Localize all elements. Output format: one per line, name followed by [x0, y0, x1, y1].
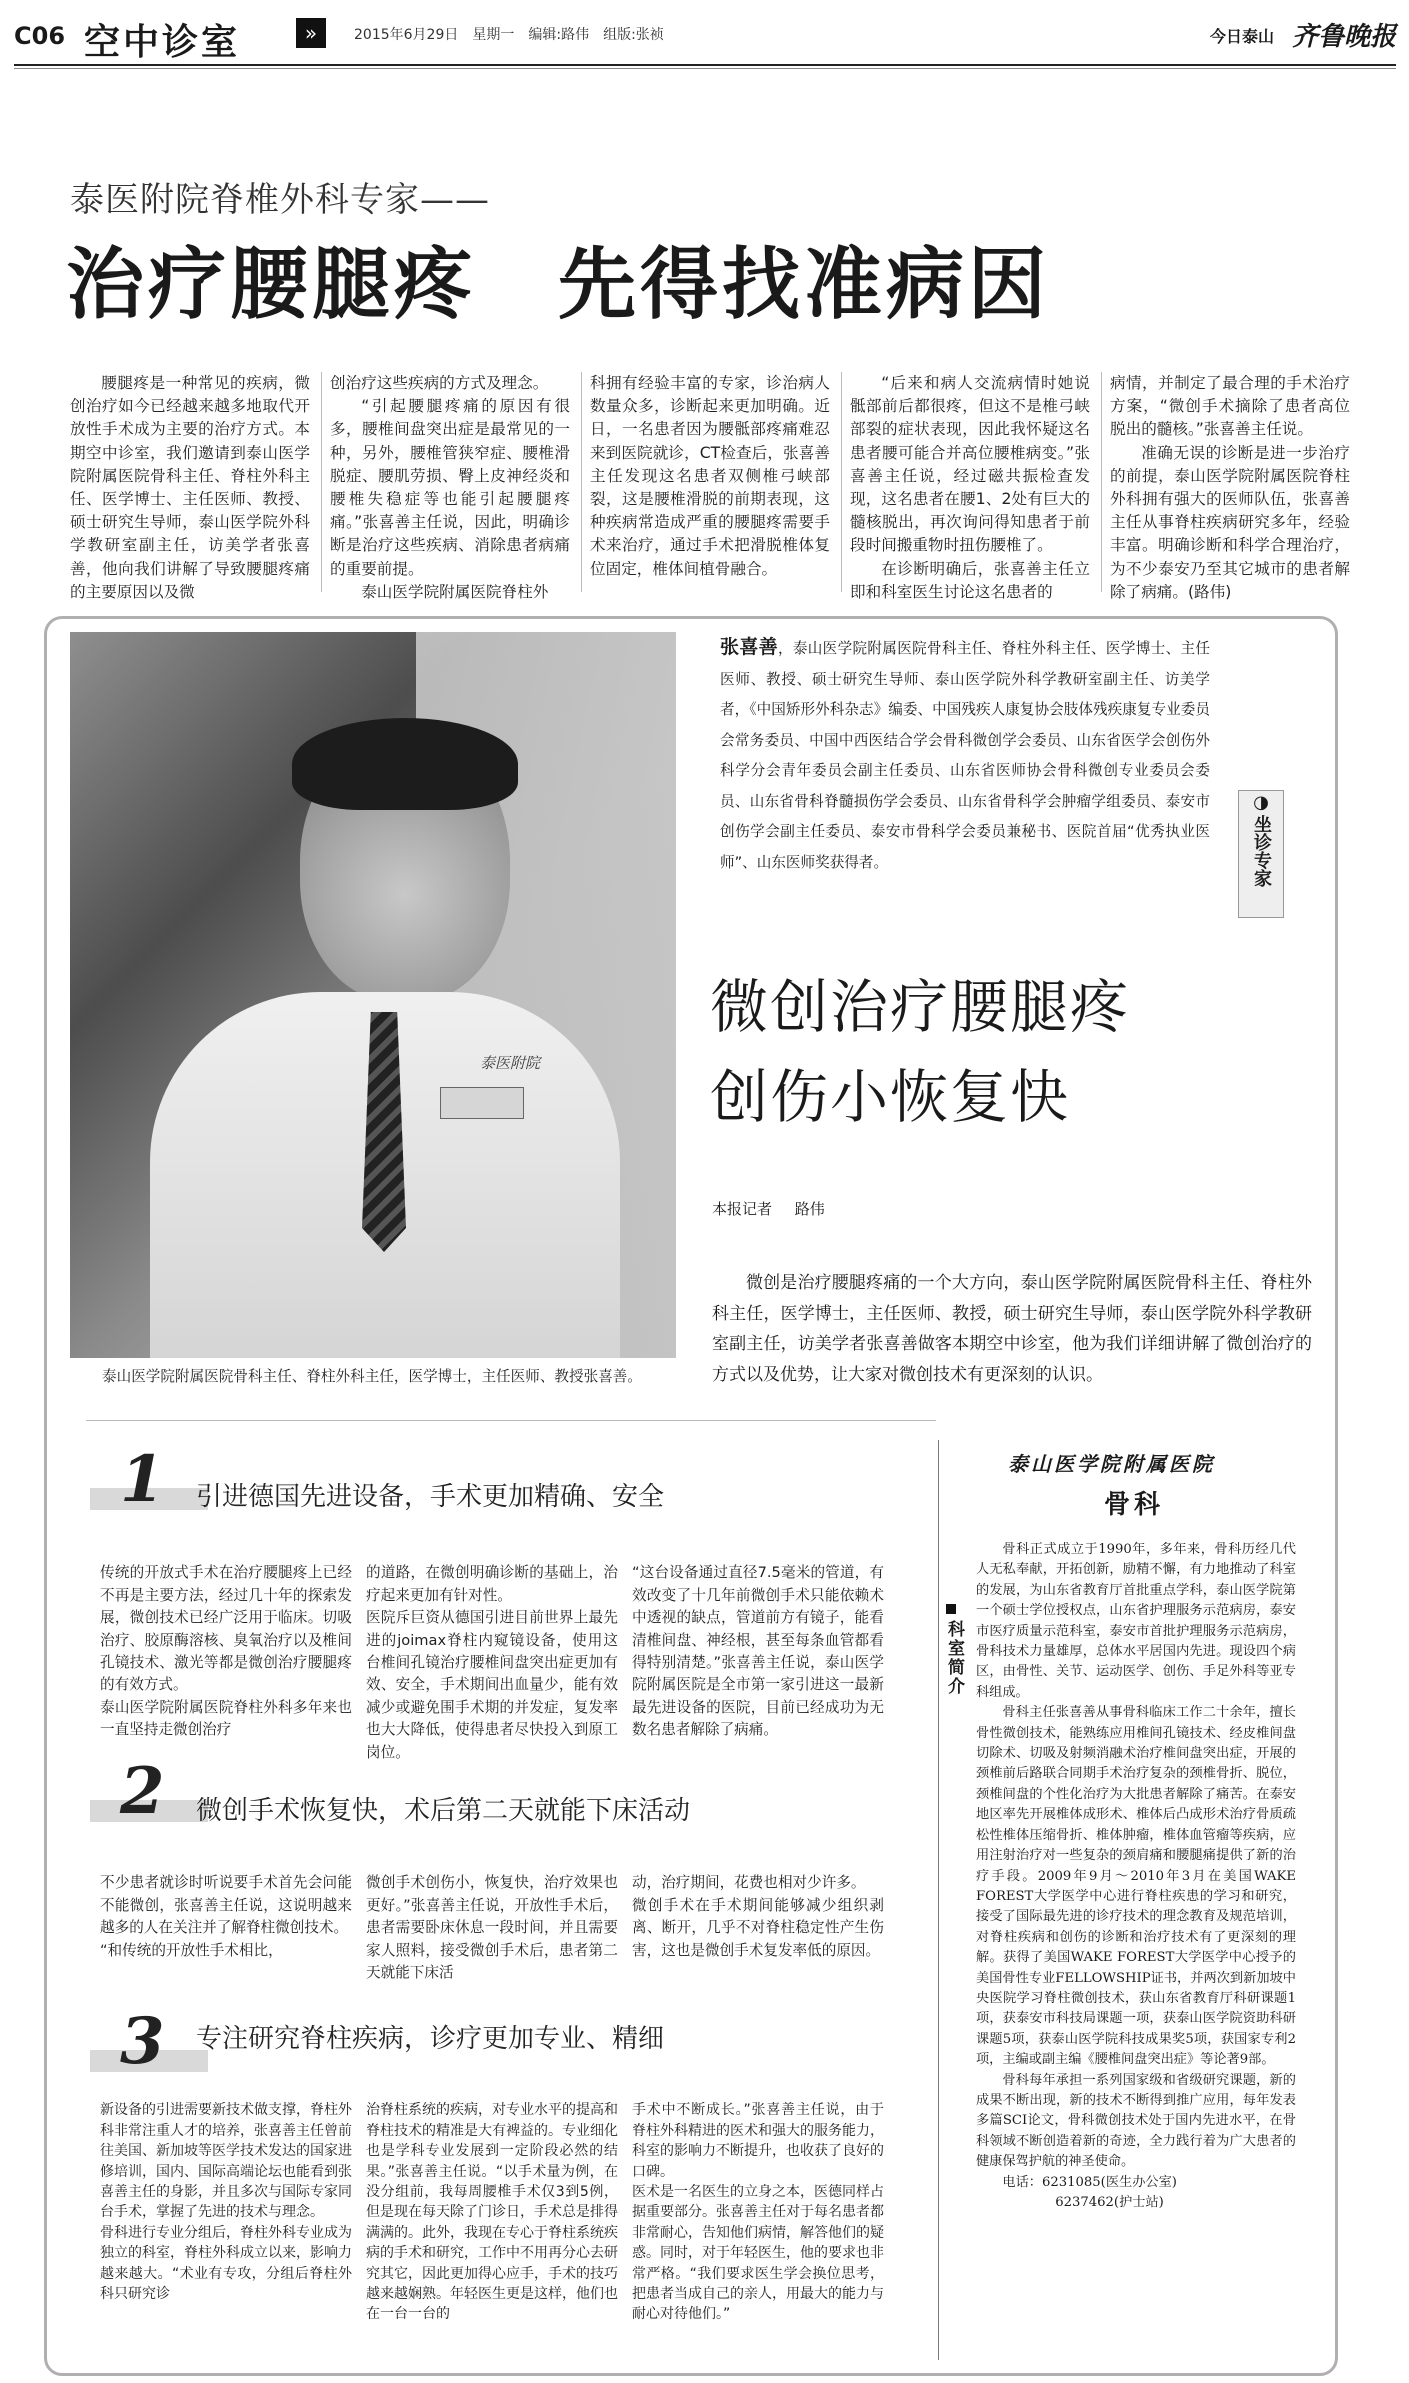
byline-label: 本报记者	[712, 1200, 773, 1218]
profile-name: 张喜善	[720, 636, 778, 658]
column-divider	[1101, 372, 1102, 592]
headline-kicker: 泰医附院脊椎外科专家——	[70, 180, 490, 220]
date-line: 2015年6月29日 星期一 编辑:路伟 组版:张祯	[354, 27, 664, 43]
section-number: 2	[120, 1754, 165, 1829]
section-divider	[86, 1420, 936, 1421]
section-text: 新设备的引进需要新技术做支撑，脊柱外科非常注重人才的培养，张喜善主任曾前往美国、新加坡等医学技术发达的国家进修培训，国内、国际高端论坛也能看到张喜善主任的身影，并且多次与国际专家同台手术，掌握了先进的技术与理念。 骨科进行专业分组后，脊柱外科专业成为独立的科室，脊柱外科成立以来，影响力越来越大。“术业有专攻，分组后脊柱外科只研究诊	[100, 2102, 352, 2303]
local-edition: 今日泰山	[1210, 27, 1275, 46]
square-bullet-icon	[946, 1604, 956, 1614]
section-1-col-1	[100, 1540, 352, 1742]
section-text: 微创手术创伤小，恢复快，治疗效果也更好。”张喜善主任说，开放性手术后，患者需要卧床休息一段时间，并且需要家人照料，接受微创手术后，患者第二天就能下床活	[366, 1874, 618, 1982]
section-number: 1	[120, 1442, 165, 1517]
section-2-col-2	[366, 1850, 618, 1984]
intro-col-1	[70, 372, 310, 604]
photo-caption: 泰山医学院附属医院骨科主任、脊柱外科主任，医学博士，主任医师、教授张喜善。	[102, 1368, 642, 1385]
sidebar-label	[942, 1604, 962, 1696]
intro-col-2	[330, 372, 570, 604]
sidebar-paragraph: 骨科每年承担一系列国家级和省级研究课题，新的成果不断出现，新的技术不断得到推广应用，每年发表多篇SCI论文，骨科微创技术处于国内先进水平，在骨科领域不断创造着新的奇迹，全力践行着为广大患者的健康保驾护航的神圣使命。	[976, 2072, 1296, 2170]
section-1-col-2	[366, 1540, 618, 1764]
intro-paragraph: 科拥有经验丰富的专家，诊治病人数量众多，诊断起来更加明确。近日，一名患者因为腰骶部疼痛难忍来到医院就诊，CT检查后，张喜善主任发现这名患者双侧椎弓峡部裂，这是腰椎滑脱的前期表现，这种疾病常造成严重的腰腿疼需要手术来治疗，通过手术把滑脱椎体复位固定，椎体间植骨融合。	[590, 374, 830, 578]
section-3-col-3	[632, 2080, 884, 2325]
feature-title-line1: 微创治疗腰腿疼	[710, 973, 1131, 1041]
column-divider	[581, 372, 582, 592]
lead-text: 微创是治疗腰腿疼痛的一个大方向，泰山医学院附属医院骨科主任、脊柱外科主任，医学博士，主任医师、教授，硕士研究生导师，泰山医学院外科学教研室副主任，访美学者张喜善做客本期空中诊室，他为我们详细讲解了微创治疗的方式以及优势，让大家对微创技术有更深刻的认识。	[712, 1273, 1312, 1385]
feature-title-line2: 创伤小恢复快	[710, 1063, 1071, 1131]
profile-bio: ，泰山医学院附属医院骨科主任、脊柱外科主任、医学博士、主任医师、教授、硕士研究生导师、泰山医学院外科学教研室副主任、访美学者，《中国矫形外科杂志》编委、中国残疾人康复协会肢体残疾康复专业委员会常务委员、中国中西医结合学会骨科微创学会委员、山东省医学会创伤外科学分会青年委员会副主任委员、山东省医师协会骨科微创专业委员会委员、山东省骨科脊髓损伤学会委员、山东省骨科学会肿瘤学组委员、泰安市创伤学会副主任委员、泰安市骨科学会委员兼秘书、医院首届“优秀执业医师”、山东医师奖获得者。	[720, 640, 1210, 871]
header-rule	[14, 64, 1396, 66]
half-circle-icon: ◑	[1253, 792, 1269, 813]
intro-col-3	[590, 372, 830, 581]
section-text: 的道路，在微创明确诊断的基础上，治疗起来更加有针对性。 医院斥巨资从德国引进目前世界上最先进的joimax脊柱内窥镜设备，使用这台椎间孔镜治疗腰椎间盘突出症更加有效、安全，手术期间出血量少，能有效减少或避免围手术期的并发症，复发率也大大降低，使得患者尽快投入到原工岗位。	[366, 1564, 618, 1761]
section-1-col-3	[632, 1540, 884, 1742]
intro-col-5	[1110, 372, 1350, 604]
intro-paragraph: 在诊断明确后，张喜善主任立即和科室医生讨论这名患者的	[850, 559, 1090, 601]
sidebar-divider	[938, 1440, 939, 2360]
section-text: 不少患者就诊时听说要手术首先会问能不能微创，张喜善主任说，这说明越来越多的人在关注并了解脊柱微创技术。 “和传统的开放性手术相比，	[100, 1874, 352, 1959]
sidebar-dept: 骨科	[1104, 1490, 1165, 1520]
doctor-hair	[292, 718, 518, 810]
sidebar-label-text: 科室简介	[944, 1620, 964, 1696]
coat-embroidery: 泰医附院	[480, 1054, 541, 1072]
intro-paragraph: 准确无误的诊断是进一步治疗的前提，泰山医学院附属医院脊柱外科拥有强大的医师队伍，张喜善主任从事脊柱疾病研究多年，经验丰富。明确诊断和科学合理治疗，为不少泰安乃至其它城市的患者解除了病痛。(路伟)	[1110, 443, 1350, 601]
sidebar-phone: 电话：6231085(医生办公室)	[1002, 2174, 1177, 2190]
section-2-col-3	[632, 1850, 884, 1962]
section-title: 引进德国先进设备，手术更加精确、安全	[196, 1482, 665, 1512]
section-text: 手术中不断成长。”张喜善主任说，由于脊柱外科精进的医术和强大的服务能力，科室的影响力不断提升，也收获了良好的口碑。 医术是一名医生的立身之本，医德同样占据重要部分。张喜善主任对于每名患者都非常耐心，告知他们病情，解答他们的疑惑。同时，对于年轻医生，他的要求也非常严格。“我们要求医生学会换位思考，把患者当成自己的亲人，用最大的能力与耐心对待他们。”	[632, 2102, 884, 2323]
sidebar-paragraph: 骨科正式成立于1990年，多年来，骨科历经几代人无私奉献，开拓创新，励精不懈，有力地推动了科室的发展，为山东省教育厅首批重点学科，泰山医学院第一个硕士学位授权点，山东省护理服务示范病房，泰安市医疗质量示范科室，泰安市首批护理服务示范病房，骨科技术力量雄厚，总体水平居国内先进。现设四个病区，由骨性、关节、运动医学、创伤、手足外科等亚专科组成。	[976, 1542, 1296, 1700]
section-3-col-1	[100, 2080, 352, 2304]
page-number: C06	[14, 22, 66, 50]
section-title: 空中诊室	[84, 22, 241, 63]
profile-text	[720, 632, 1210, 878]
page-header	[0, 0, 1409, 80]
name-badge	[440, 1087, 524, 1119]
section-2-col-1	[100, 1850, 352, 1962]
intro-paragraph: 泰山医学院附属医院脊柱外	[361, 582, 549, 601]
sidebar-paragraph: 骨科主任张喜善从事骨科临床工作二十余年，擅长骨性微创技术，能熟练应用椎间孔镜技术、经皮椎间盘切除术、切吸及射频消融术治疗椎间盘突出症，开展的颈椎前后路联合同期手术治疗复杂的颈椎骨折、脱位，颈椎间盘的个性化治疗为大批患者解除了痛苦。在泰安地区率先开展椎体成形术、椎体后凸成形术治疗骨质疏松性椎体压缩骨折、椎体肿瘤，椎体血管瘤等疾病，应用注射治疗对一些复杂的颈肩痛和腰腿痛提供了新的治疗手段。2009年9月～2010年3月在美国WAKE FOREST大学医学中心进行脊柱疾患的学习和研究，接受了国际最先进的诊疗技术的理念教育及规范培训，对脊柱疾病和创伤的诊断和治疗技术有了更深刻的理解。获得了美国WAKE FOREST大学医学中心授予的美国骨性专业FELLOWSHIP证书，并两次到新加坡中央医院学习脊柱微创技术，获山东省教育厅科研课题1项，获泰安市科技局课题一项，获泰山医学院资助科研课题5项，获泰山医学院科技成果奖5项，获国家专利2项，主编或副主编《腰椎间盘突出症》等论著9部。	[976, 1705, 1296, 2068]
section-arrow-icon: »	[296, 18, 326, 48]
intro-paragraph: “后来和病人交流病情时她说骶部前后都很疼，但这不是椎弓峡部裂的症状表现，因此我怀疑这名患者腰可能合并高位腰椎病变。”张喜善主任说，经过磁共振检查发现，这名患者在腰1、2处有巨大的髓核脱出，再次询问得知患者于前段时间搬重物时扭伤腰椎了。	[850, 374, 1090, 555]
lead-paragraph	[712, 1268, 1312, 1390]
section-number: 3	[120, 2004, 165, 2079]
header-subrule	[14, 68, 1396, 69]
byline	[712, 1198, 825, 1219]
expert-tag-label: 坐诊专家	[1251, 815, 1272, 887]
doctor-photo	[70, 632, 676, 1358]
intro-paragraph: 病情，并制定了最合理的手术治疗方案，“微创手术摘除了患者高位脱出的髓核。”张喜善主任说。	[1110, 374, 1350, 439]
intro-col-4	[850, 372, 1090, 604]
section-title: 微创手术恢复快，术后第二天就能下床活动	[196, 1796, 691, 1826]
sidebar-body	[976, 1540, 1296, 2213]
section-text: “这台设备通过直径7.5毫米的管道，有效改变了十几年前微创手术只能依赖术中透视的缺点，管道前方有镜子，能看清椎间盘、神经根，甚至每条血管都看得特别清楚。”张喜善主任说，泰山医学院附属医院是全市第一家引进这一最新最先进设备的医院，目前已经成功为无数名患者解除了病痛。	[632, 1564, 884, 1739]
headline: 治疗腰腿疼 先得找准病因	[66, 240, 1051, 330]
section-text: 治脊柱系统的疾病，对专业水平的提高和脊柱技术的精准是大有裨益的。专业细化也是学科专业发展到一定阶段必然的结果。”张喜善主任说。“以手术量为例，在没分组前，我每周腰椎手术仅3到5例，但是现在每天除了门诊日，手术总是排得满满的。此外，我现在专心于脊柱系统疾病的手术和研究，工作中不用再分心去研究其它，因此更加得心应手，手术的技巧越来越娴熟。年轻医生更是这样，他们也在一台一台的	[366, 2102, 618, 2323]
section-text: 动，治疗期间，花费也相对少许多。 微创手术在手术期间能够减少组织剥离、断开，几乎不对脊柱稳定性产生伤害，这也是微创手术复发率低的原因。	[632, 1874, 884, 1959]
sidebar-phone: 6237462(护士站)	[1055, 2195, 1164, 2210]
sidebar-org: 泰山医学院附属医院	[1008, 1452, 1215, 1476]
expert-tag	[1238, 790, 1284, 918]
newspaper-logo: 齐鲁晚报	[1292, 22, 1397, 52]
intro-paragraph: 腰腿疼是一种常见的疾病，微创治疗如今已经越来越多地取代开放性手术成为主要的治疗方式。本期空中诊室，我们邀请到泰山医学院附属医院骨科主任、脊柱外科主任、医学博士、主任医师、教授、硕士研究生导师，泰山医学院外科学教研室副主任，访美学者张喜善，他向我们讲解了导致腰腿疼痛的主要原因以及微	[70, 374, 310, 601]
column-divider	[841, 372, 842, 592]
intro-paragraph: “引起腰腿疼痛的原因有很多，腰椎间盘突出症是最常见的一种，另外，腰椎管狭窄症、腰椎滑脱症、腰肌劳损、臀上皮神经炎和腰椎失稳症等也能引起腰腿疼痛。”张喜善主任说，因此，明确诊断是治疗这些疾病、消除患者病痛的重要前提。	[330, 397, 570, 578]
column-divider	[321, 372, 322, 592]
byline-name: 路伟	[794, 1200, 825, 1218]
section-title: 专注研究脊柱疾病，诊疗更加专业、精细	[196, 2024, 665, 2054]
section-text: 传统的开放式手术在治疗腰腿疼上已经不再是主要方法，经过几十年的探索发展，微创技术已经广泛用于临床。切吸治疗、胶原酶溶核、臭氧治疗以及椎间孔镜技术、激光等都是微创治疗腰腿疼的有效方式。 泰山医学院附属医院脊柱外科多年来也一直坚持走微创治疗	[100, 1564, 352, 1739]
section-3-col-2	[366, 2080, 618, 2325]
intro-paragraph: 创治疗这些疾病的方式及理念。	[330, 374, 549, 392]
